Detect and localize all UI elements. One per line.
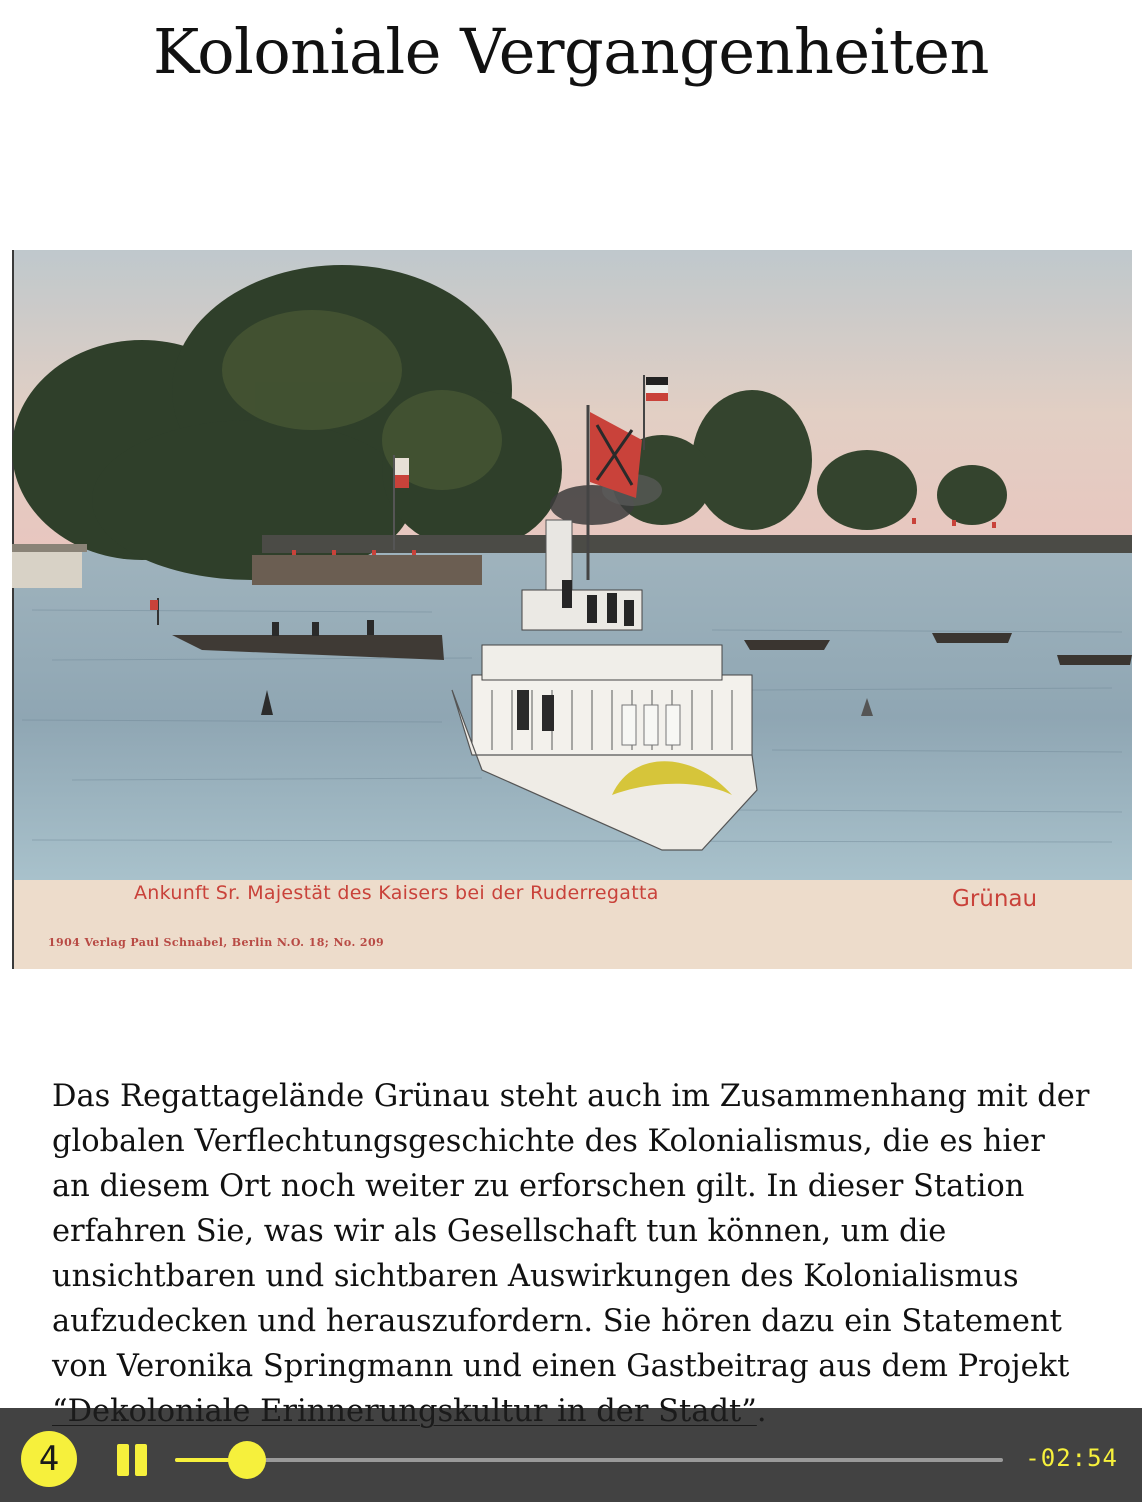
track-number-badge[interactable]: 4 <box>21 1431 77 1487</box>
postcard-image <box>12 250 1132 969</box>
postcard-illustration <box>12 250 1132 969</box>
image-caption: Ankunft Sr. Majestät des Kaisers bei der Ruderregatta <box>134 882 659 904</box>
audio-player <box>0 1408 1142 1502</box>
pause-icon <box>117 1444 129 1476</box>
time-remaining: -02:54 <box>1025 1444 1118 1472</box>
image-place-label: Grünau <box>952 886 1038 912</box>
image-publisher-credit: 1904 Verlag Paul Schnabel, Berlin N.O. 18; No. 209 <box>48 936 385 949</box>
pause-button[interactable] <box>113 1442 149 1478</box>
progress-slider[interactable] <box>175 1458 1003 1462</box>
article-paragraph <box>52 1074 1092 1434</box>
page-title: Koloniale Vergangenheiten <box>153 15 989 88</box>
article-text: Das Regattagelände Grünau steht auch im Zusammenhang mit der globalen Verflechtungsgeschichte des Kolonialismus, die es hier an diesem Ort noch weiter zu erforschen gilt. In dieser Station erfahren Sie, was wir als Gesellschaft tun können, um die unsichtbaren und sichtbaren Auswirkungen des Kolonialismus aufzudecken und herauszufordern. Sie hören dazu ein Statement von Veronika Springmann und einen Gastbeitrag aus dem Projekt <box>52 1079 1090 1384</box>
pause-icon-bar <box>135 1444 147 1476</box>
progress-thumb[interactable] <box>228 1441 266 1479</box>
